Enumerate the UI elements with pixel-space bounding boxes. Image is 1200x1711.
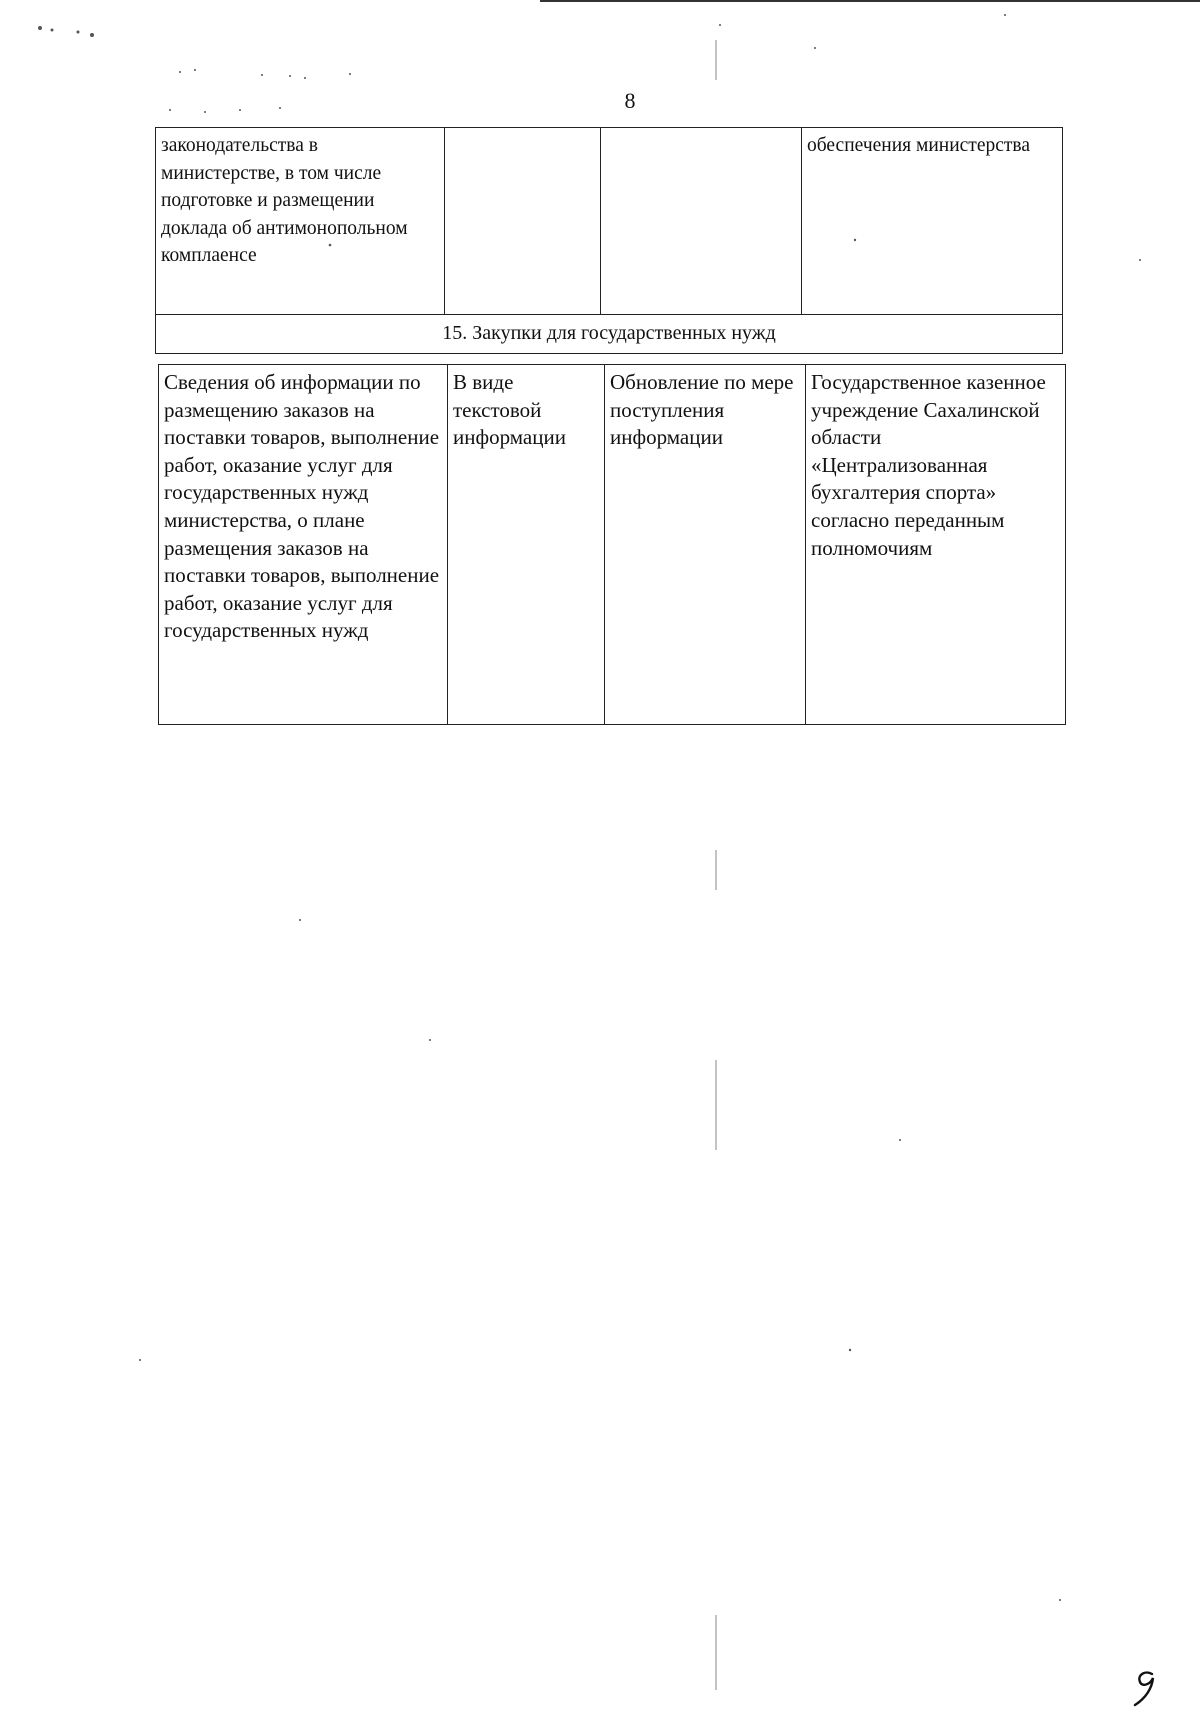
procurement-table (158, 364, 1066, 725)
table-cell-information: Сведения об информации по размещению заказов на поставки товаров, выполнение работ, оказание услуг для государственных нужд министерства, о плане размещения заказов на поставки товаров, выполнение работ, оказание услуг для государственных нужд (159, 365, 448, 725)
table-cell-frequency: Обновление по мере поступления информации (605, 365, 806, 725)
section-heading: 15. Закупки для государственных нужд (156, 315, 1063, 354)
page-number: 8 (624, 88, 636, 113)
table-cell-responsible: Государственное казенное учреждение Сахалинской области «Централизованная бухгалтерия спорта» согласно переданным полномочиям (806, 365, 1066, 725)
table-cell-frequency (601, 128, 802, 315)
handwritten-mark (1128, 1668, 1162, 1708)
table-cell-form: В виде текстовой информации (448, 365, 605, 725)
table-row (159, 365, 1066, 725)
information-table-continuation (155, 127, 1063, 354)
table-cell-information: законодательства в министерстве, в том числе подготовке и размещении доклада об антимонопольном комплаенсе (156, 128, 445, 315)
table-row (156, 128, 1063, 315)
section-row (156, 315, 1063, 354)
table-cell-form (445, 128, 601, 315)
scan-edge-line (540, 0, 1200, 2)
table-cell-responsible: обеспечения министерства (802, 128, 1063, 315)
